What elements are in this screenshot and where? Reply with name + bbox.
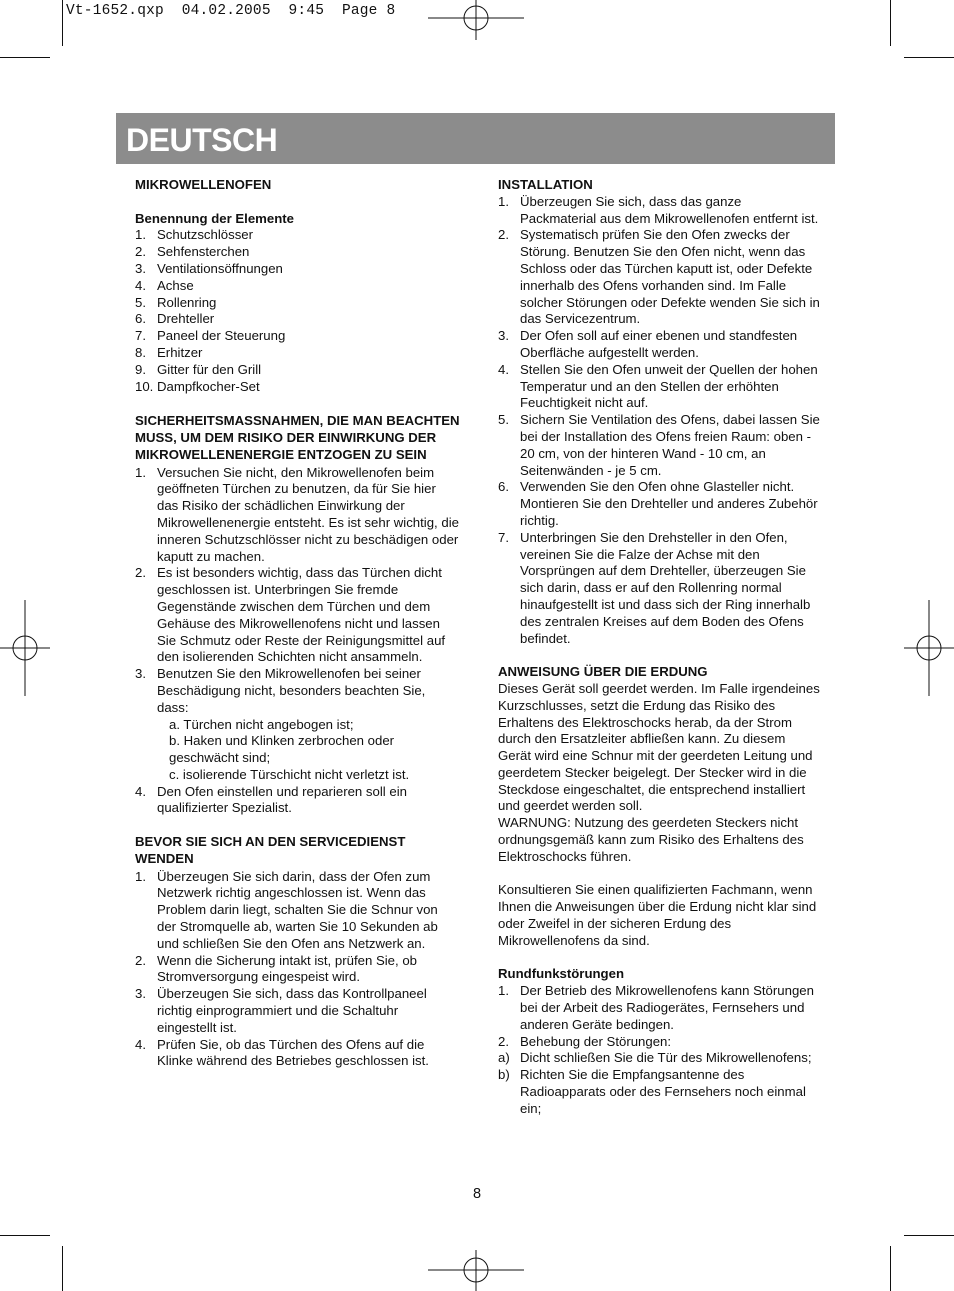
earthing-paragraph: Dieses Gerät soll geerdet werden. Im Falle irgendeines Kurzschlusses, setzt die Erdung das Risiko des Erhaltens des Elektroschocks herab, da der Strom durch den Ersatzleiter abfließen kann. Zu diesem Gerät wird eine Schnur mit der geerdeten Leitung und geerdetem Stecker beigelegt. Der Stecker wird in die Steckdose eingeschaltet, die entsprechend installiert und geerdet werden soll. bbox=[498, 680, 820, 814]
sub-item: c. isolierende Türschicht nicht verletzt ist. bbox=[169, 766, 410, 782]
safety-list bbox=[135, 465, 460, 818]
radio-heading: Rundfunkstörungen bbox=[498, 966, 624, 982]
page-number: 8 bbox=[472, 1186, 482, 1202]
left-column bbox=[135, 177, 460, 1070]
list-item: 1. Versuchen Sie nicht, den Mikrowellenofen beim geöffneten Türchen zu benutzen, da für Sie hier das Risiko der schädlichen Einwirkung der Mikrowellenenergie entsteht. Es ist sehr wichtig, die inneren Schutzschlösser nicht zu beschädigen oder kaputt zu machen. bbox=[135, 464, 459, 564]
radio-list bbox=[498, 983, 820, 1117]
file-slug: Vt-1652.qxp 04.02.2005 9:45 Page 8 bbox=[66, 3, 396, 19]
consult-paragraph: Konsultieren Sie einen qualifizierten Fachmann, wenn Ihnen die Anweisungen über die Erdung nicht klar sind oder Zweifel in der sicheren Erdung des Mikrowellenofens da sind. bbox=[498, 882, 817, 948]
service-heading: BEVOR SIE SICH AN DEN SERVICEDIENST WENDEN bbox=[135, 834, 406, 866]
list-item: 2. Behebung der Störungen: bbox=[498, 1033, 672, 1049]
list-item: 6. Verwenden Sie den Ofen ohne Glasteller nicht. Montieren Sie den Drehteller und anderes Zubehör richtig. bbox=[498, 479, 818, 528]
list-item: 2. Wenn die Sicherung intakt ist, prüfen Sie, ob Stromversorgung eingespeist wird. bbox=[135, 952, 417, 985]
language-banner bbox=[116, 113, 835, 164]
registration-mark-top bbox=[428, 0, 524, 40]
list-item: 3. Benutzen Sie den Mikrowellenofen bei seiner Beschädigung nicht, besonders beachten Sie, dass: bbox=[135, 666, 426, 715]
list-item: 2. Sehfensterchen bbox=[135, 244, 250, 260]
earthing-heading: ANWEISUNG ÜBER DIE ERDUNG bbox=[498, 664, 708, 680]
registration-mark-bottom bbox=[428, 1250, 524, 1291]
list-item: 4. Achse bbox=[135, 277, 194, 293]
list-item: 3. Ventilationsöffnungen bbox=[135, 260, 283, 276]
list-item: 1. Der Betrieb des Mikrowellenofens kann Störungen bei der Arbeit des Radiogerätes, Fernsehers und anderen Geräte bedingen. bbox=[498, 983, 814, 1032]
list-item: 5. Rollenring bbox=[135, 294, 217, 310]
service-list bbox=[135, 869, 460, 1071]
list-item: 1. Überzeugen Sie sich, dass das ganze Packmaterial aus dem Mikrowellenofen entfernt ist. bbox=[498, 193, 819, 226]
list-item: 5. Sichern Sie Ventilation des Ofens, dabei lassen Sie bei der Installation des Ofens freien Raum: oben - 20 cm, von der hinteren Wand - 10 cm, an Seitenwänden - je 5 cm. bbox=[498, 412, 820, 478]
banner-title: DEUTSCH bbox=[126, 122, 278, 158]
registration-mark-right bbox=[904, 600, 954, 696]
list-item: 8. Erhitzer bbox=[135, 344, 203, 360]
list-item: 6. Drehteller bbox=[135, 311, 215, 327]
installation-list bbox=[498, 194, 820, 648]
main-heading: MIKROWELLENOFEN bbox=[135, 177, 272, 192]
sub-item: a. Türchen nicht angebogen ist; bbox=[169, 716, 354, 732]
list-item: 1. Schutzschlösser bbox=[135, 227, 254, 243]
list-item: 1. Überzeugen Sie sich darin, dass der Ofen zum Netzwerk richtig angeschlossen ist. Wenn das Problem darin liegt, schalten Sie die Schnur von der Stromquelle ab, warten Sie 10 Sekunden ab und schließen Sie den Ofen ans Netzwerk an. bbox=[135, 868, 438, 951]
list-item: 10. Dampfkocher-Set bbox=[135, 378, 260, 394]
list-item: 9. Gitter für den Grill bbox=[135, 361, 262, 377]
safety-heading: SICHERHEITSMASSNAHMEN, DIE MAN BEACHTEN MUSS, UM DEM RISIKO DER EINWIRKUNG DER MIKROWELLENENERGIE ENTZOGEN ZU SEIN bbox=[135, 413, 460, 462]
elements-list bbox=[135, 227, 460, 395]
installation-heading: INSTALLATION bbox=[498, 177, 593, 192]
list-item: 4. Stellen Sie den Ofen unweit der Quellen der hohen Temperatur und an den Stellen der erhöhten Feuchtigkeit nicht auf. bbox=[498, 361, 818, 411]
list-item: 2. Systematisch prüfen Sie den Ofen zwecks der Störung. Benutzen Sie den Ofen nicht, wenn das Schloss oder das Türchen kaputt ist, oder Defekte innerhalb des Ofens vorhanden sind. Im Falle solcher Störungen oder Defekte wenden Sie sich in das Servicezentrum. bbox=[498, 227, 820, 327]
list-item: b) Richten Sie die Empfangsantenne des Radioapparats oder des Fernsehers noch einmal ein; bbox=[498, 1067, 806, 1116]
sub-item: b. Haken und Klinken zerbrochen oder geschwächt sind; bbox=[169, 733, 395, 766]
list-item: 3. Überzeugen Sie sich, dass das Kontrollpaneel richtig einprogrammiert und die Schaltuhr eingestellt ist. bbox=[135, 986, 427, 1035]
list-item: 2. Es ist besonders wichtig, dass das Türchen dicht geschlossen ist. Unterbringen Sie fremde Gegenstände zwischen dem Türchen und dem Gehäuse des Mikrowellenofens nicht und lassen Sie Schmutz oder Reste der Reinigungsmittel auf den isolierenden Schichten nicht ansammeln. bbox=[135, 565, 446, 665]
elements-heading: Benennung der Elemente bbox=[135, 210, 295, 226]
list-item: 4. Prüfen Sie, ob das Türchen des Ofens auf die Klinke während des Betriebes geschlossen ist. bbox=[135, 1036, 429, 1069]
registration-mark-left bbox=[0, 600, 50, 696]
warning-paragraph: WARNUNG: Nutzung des geerdeten Steckers nicht ordnungsgemäß kann zum Risiko des Erhaltens des Elektroschocks führen. bbox=[498, 815, 804, 864]
right-column bbox=[498, 177, 820, 1118]
list-item: 7. Unterbringen Sie den Drehsteller in den Ofen, vereinen Sie die Falze der Achse mit den Vorsprüngen auf dem Drehteller, überzeugen Sie sich darin, dass er auf den Rollenring normal hinaufgestellt ist und dass sich der Ring innerhalb des zentralen Kreises auf dem Boden des Ofens befindet. bbox=[498, 529, 811, 646]
list-item: 3. Der Ofen soll auf einer ebenen und standfesten Oberfläche aufgestellt werden. bbox=[498, 328, 798, 360]
list-item: 7. Paneel der Steuerung bbox=[135, 328, 286, 344]
list-item: 4. Den Ofen einstellen und reparieren soll ein qualifizierter Spezialist. bbox=[135, 783, 407, 816]
list-item: a) Dicht schließen Sie die Tür des Mikrowellenofens; bbox=[498, 1050, 812, 1066]
